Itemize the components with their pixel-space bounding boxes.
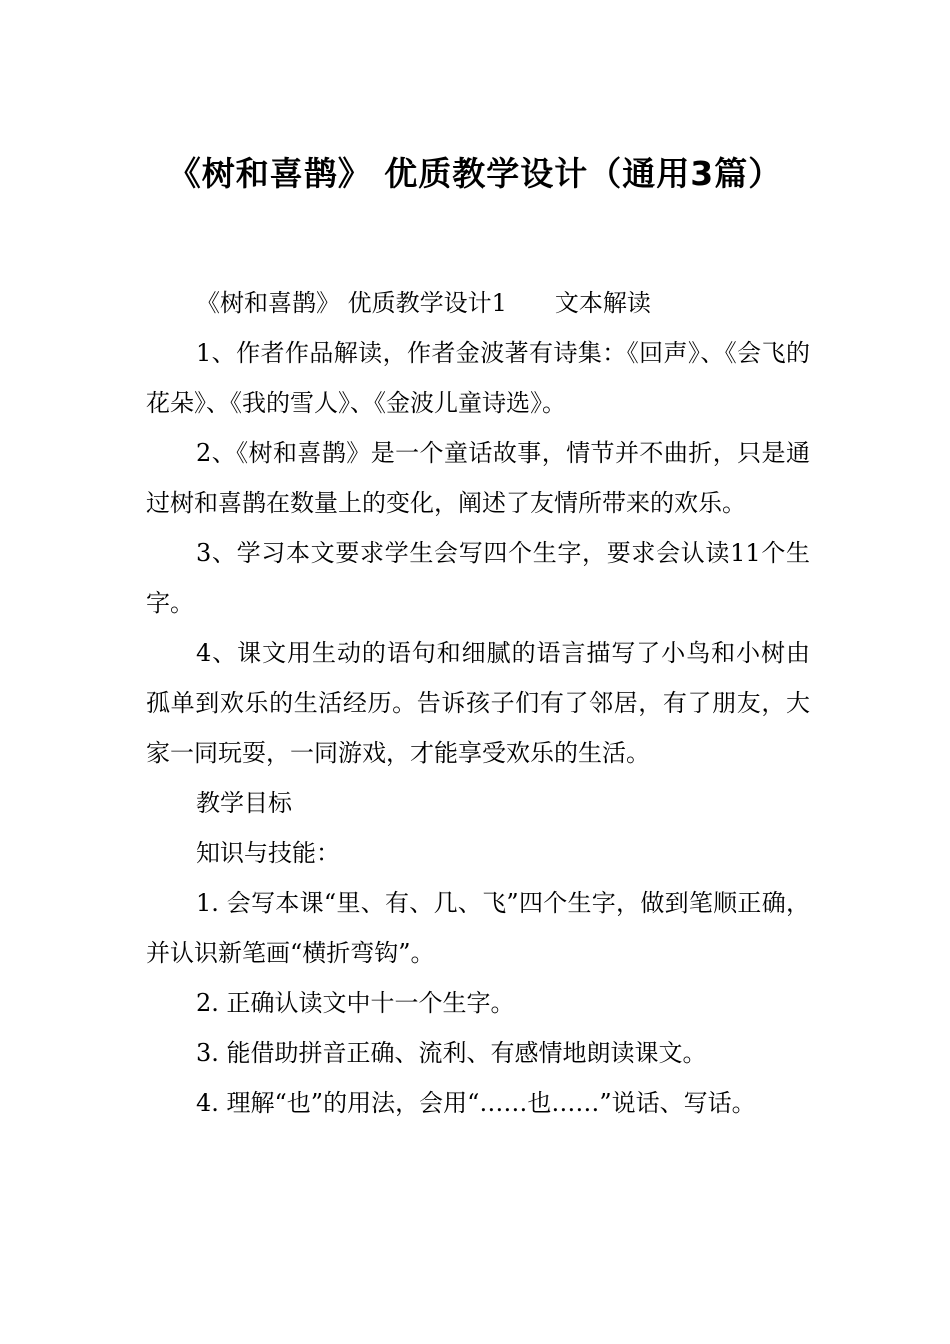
list-item: 1. 会写本课“里、有、几、飞”四个生字，做到笔顺正确，并认识新笔画“横折弯钩”。 [146,889,810,967]
subheading-name: 《树和喜鹊》 优质教学设计1 [196,289,507,317]
paragraph: 1、作者作品解读，作者金波著有诗集：《回声》、《会飞的花朵》、《我的雪人》、《金波儿童诗选》。 [146,339,810,417]
section-heading: 教学目标 [196,789,292,817]
document-body [146,278,810,1128]
subsection-heading: 知识与技能： [196,839,340,867]
paragraph: 2、《树和喜鹊》是一个童话故事，情节并不曲折，只是通过树和喜鹊在数量上的变化，阐述了友情所带来的欢乐。 [146,439,810,517]
subheading-section: 文本解读 [554,289,651,317]
document-title: 《树和喜鹊》 优质教学设计（通用3篇） [167,154,783,194]
subheading [146,278,810,328]
list-item: 2. 正确认读文中十一个生字。 [196,989,515,1017]
list-item: 4. 理解“也”的用法，会用“……也……”说话、写话。 [196,1089,756,1117]
paragraph: 3、学习本文要求学生会写四个生字，要求会认读11个生字。 [146,539,810,617]
list-item: 3. 能借助拼音正确、流利、有感情地朗读课文。 [196,1039,707,1067]
paragraph: 4、课文用生动的语句和细腻的语言描写了小鸟和小树由孤单到欢乐的生活经历。告诉孩子们有了邻居，有了朋友，大家一同玩耍，一同游戏，才能享受欢乐的生活。 [146,639,810,767]
